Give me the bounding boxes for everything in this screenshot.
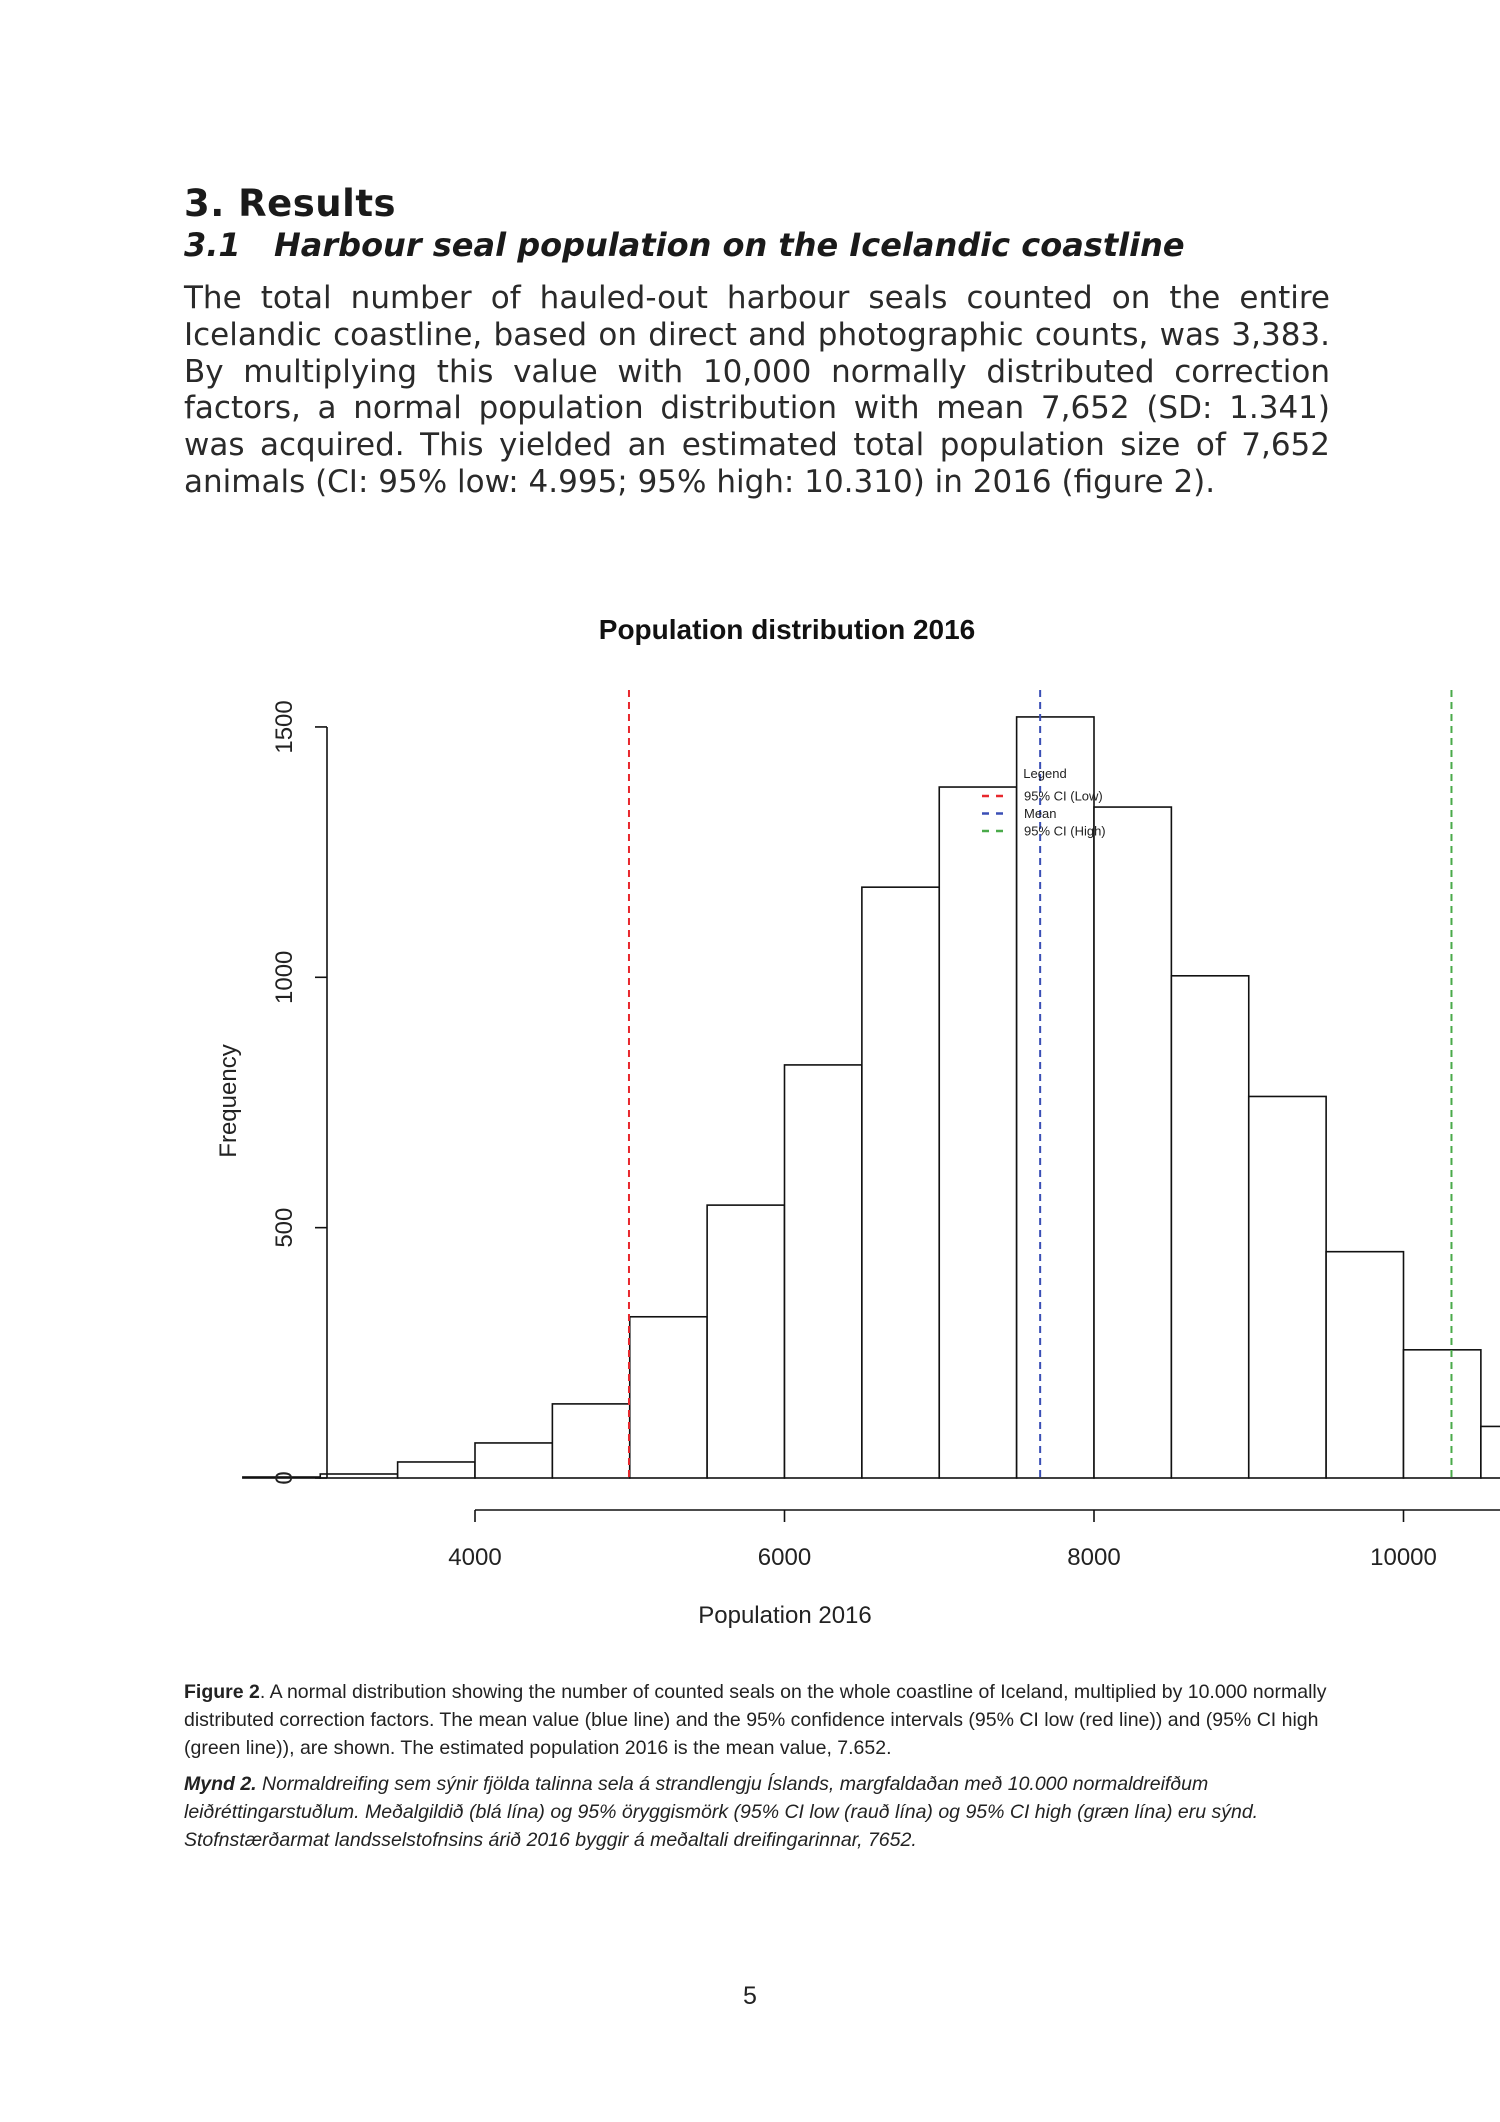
legend-label: 95% CI (High) (1024, 823, 1106, 839)
histogram-bar (707, 1205, 784, 1478)
x-tick-label: 10000 (1370, 1544, 1437, 1571)
x-axis (448, 1510, 1500, 1571)
figure-caption-is-label: Mynd 2. (184, 1773, 257, 1795)
histogram-bar (785, 1065, 862, 1478)
histogram-bar (398, 1462, 475, 1478)
figure-caption-label: Figure 2 (184, 1681, 260, 1703)
histogram-bar (1481, 1426, 1500, 1478)
subsection-title: Harbour seal population on the Icelandic coastline (274, 226, 1185, 264)
page-number: 5 (743, 1982, 757, 2010)
legend-label: Mean (1024, 806, 1057, 821)
histogram-bar (630, 1317, 707, 1478)
histogram-bars (243, 717, 1500, 1478)
x-tick-label: 4000 (448, 1544, 502, 1571)
y-tick-label: 1000 (271, 950, 298, 1004)
y-tick-label: 0 (271, 1471, 298, 1485)
figure-caption-is-text: Normaldreifing sem sýnir fjölda talinna sela á strandlengju Íslands, margfaldaðan með 10.000 normaldreifðum leiðréttingarstuðlum. Meðalgildið (blá lína) og 95% öryggismörk (95% CI low (rauð lína) og 95% CI high (græn lína) eru sýnd. Stofnstærðarmat landsselstofnsins árið 2016 byggir á meðaltali dreifingarinnar, 7652. (184, 1773, 1259, 1851)
histogram-bar (939, 787, 1016, 1478)
figure-caption-en (184, 1678, 1330, 1762)
legend-label: 95% CI (Low) (1024, 788, 1103, 804)
figure-caption-is (184, 1770, 1330, 1854)
subsection-number: 3.1 (184, 226, 241, 264)
chart-title: Population distribution 2016 (598, 614, 976, 645)
y-tick-label: 500 (271, 1207, 298, 1248)
histogram-bar (1326, 1252, 1403, 1478)
y-axis-label: Frequency (215, 1044, 242, 1158)
histogram-bar (1171, 976, 1248, 1478)
x-tick-label: 8000 (1067, 1544, 1121, 1571)
legend-title: Legend (1023, 766, 1067, 781)
results-paragraph: The total number of hauled-out harbour seals counted on the entire Icelandic coastline, based on direct and photographic counts, was 3,383. By multiplying this value with 10,000 normally distributed correction factors, a normal population distribution with mean 7,652 (SD: 1.341) was acquired. This yielded an estimated total population size of 7,652 animals (CI: 95% low: 4.995; 95% high: 10.310) in 2016 (figure 2). (184, 280, 1330, 500)
histogram-bar (475, 1443, 552, 1478)
section-heading: 3. Results (184, 182, 397, 225)
histogram-bar (1094, 807, 1171, 1478)
histogram-bar (1404, 1350, 1481, 1478)
histogram-bar (320, 1474, 397, 1478)
histogram-bar (552, 1404, 629, 1478)
x-tick-label: 6000 (757, 1544, 812, 1571)
histogram-bar (1249, 1096, 1326, 1478)
histogram-bar (862, 887, 939, 1478)
figure-caption-text: . A normal distribution showing the number of counted seals on the whole coastline of Iceland, multiplied by 10.000 normally distributed correction factors. The mean value (blue line) and the 95% confidence intervals (95% CI low (red line)) and (95% CI high (green line)), are shown. The estimated population 2016 is the mean value, 7.652. (184, 1681, 1327, 1759)
x-axis-label: Population 2016 (698, 1602, 872, 1629)
y-tick-label: 1500 (271, 700, 298, 754)
y-axis (271, 700, 327, 1484)
